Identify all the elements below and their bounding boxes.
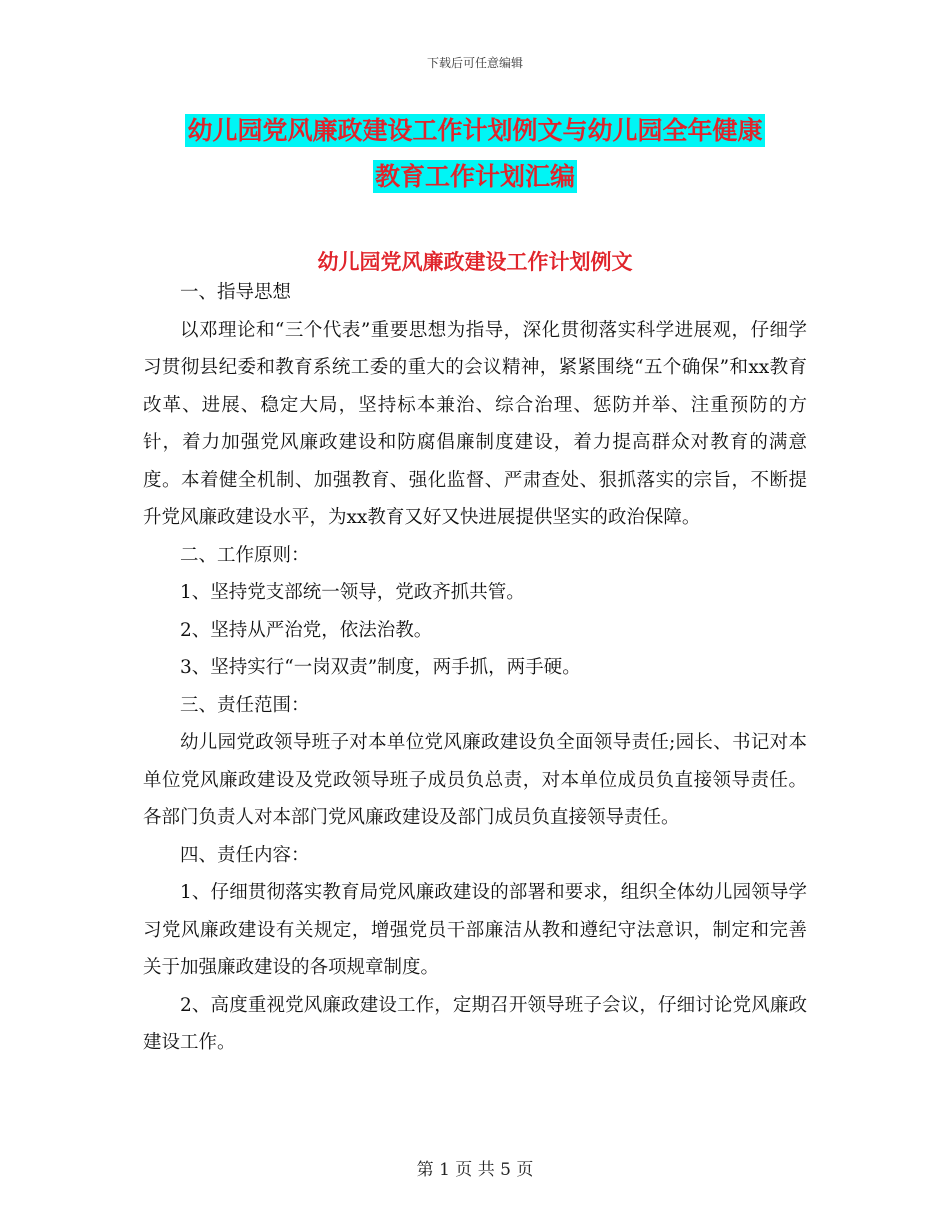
heading-guiding-ideology: 一、指导思想 — [180, 282, 292, 303]
page-header: 下载后可任意编辑 — [426, 56, 523, 70]
section-title: 幼儿园党风廉政建设工作计划例文 — [317, 249, 633, 274]
heading-responsibility-content: 四、责任内容： — [180, 844, 310, 866]
document-title-line-1: 幼儿园党风廉政建设工作计划例文与幼儿园全年健康 — [187, 116, 763, 145]
paragraph-guiding-ideology: 以邓理论和“三个代表”重要思想为指导，深化贯彻落实科学进展观，仔细学习贯彻县纪委和教育系统工委的重大的会议精神，紧紧围绕“五个确保”和xx教育改革、进展、稳定大局，坚持标本兼治、综合治理、惩防并举、注重预防的方针，着力加强党风廉政建设和防腐倡廉制度建设，着力提高群众对教育的满意度。本着健全机制、加强教育、强化监督、严肃查处、狠抓落实的宗旨，不断提升党风廉政建设水平，为xx教育又好又快进展提供坚实的政治保障。 — [143, 319, 807, 528]
principle-item-2: 2、坚持从严治党，依法治教。 — [180, 619, 433, 641]
heading-responsibility-scope: 三、责任范围： — [180, 694, 310, 716]
document-title-line-2: 教育工作计划汇编 — [374, 162, 575, 191]
heading-work-principles: 二、工作原则： — [180, 544, 310, 566]
page-footer: 第 1 页 共 5 页 — [416, 1160, 534, 1180]
document-body — [143, 274, 807, 1062]
document-title — [140, 108, 810, 200]
principle-item-1: 1、坚持党支部统一领导，党政齐抓共管。 — [180, 582, 525, 603]
content-item-2: 2、高度重视党风廉政建设工作，定期召开领导班子会议，仔细讨论党风廉政建设工作。 — [143, 994, 807, 1053]
principle-item-3: 3、坚持实行“一岗双责”制度，两手抓，两手硬。 — [180, 657, 581, 678]
content-item-1: 1、仔细贯彻落实教育局党风廉政建设的部署和要求，组织全体幼儿园领导学习党风廉政建设有关规定，增强党员干部廉洁从教和遵纪守法意识，制定和完善关于加强廉政建设的各项规章制度。 — [143, 882, 807, 978]
paragraph-responsibility-scope: 幼儿园党政领导班子对本单位党风廉政建设负全面领导责任;园长、书记对本单位党风廉政建设及党政领导班子成员负总责，对本单位成员负直接领导责任。各部门负责人对本部门党风廉政建设及部门成员负直接领导责任。 — [143, 732, 807, 828]
